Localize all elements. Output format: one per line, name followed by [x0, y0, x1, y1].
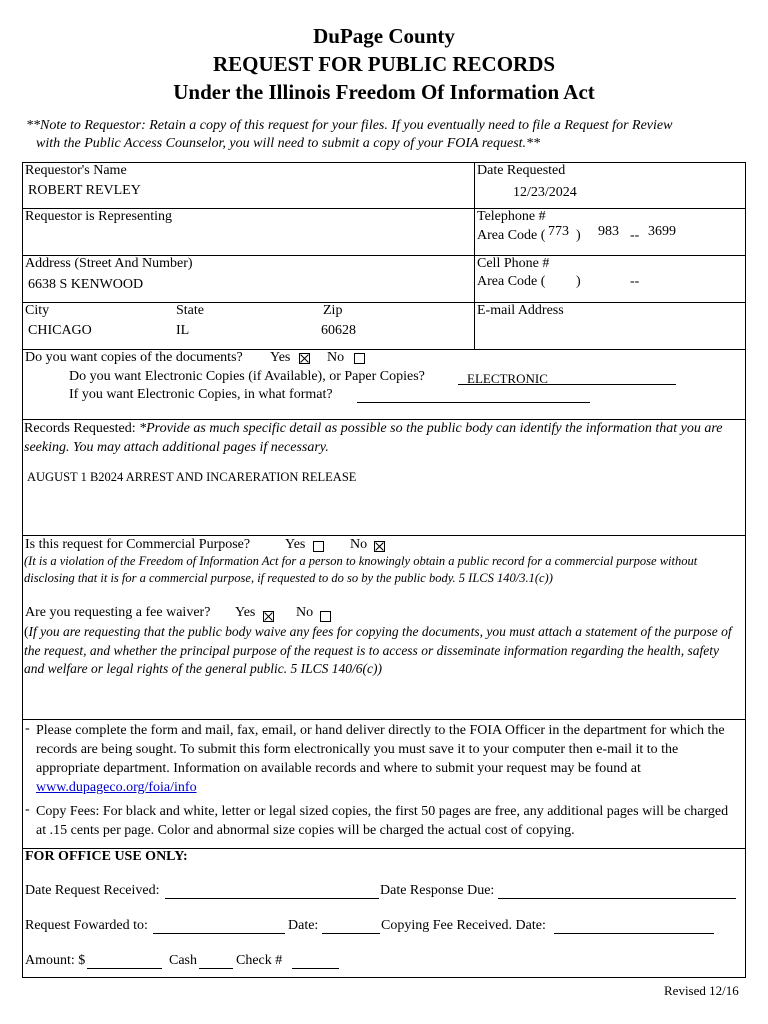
format-answer-line[interactable] — [357, 402, 590, 403]
note-line-1: **Note to Requestor: Retain a copy of this request for your files. If you eventually need to file a Request for Review — [26, 118, 673, 133]
zip-label: Zip — [323, 303, 343, 318]
fee-waiver-question: Are you requesting a fee waiver? — [25, 605, 211, 620]
office-use-title: FOR OFFICE USE ONLY: — [25, 849, 188, 864]
copies-yes-checkbox[interactable] — [299, 353, 310, 364]
address-field[interactable]: 6638 S KENWOOD — [28, 277, 144, 292]
commercial-no-label: No — [350, 537, 368, 552]
cell-separator: -- — [630, 274, 640, 289]
row-divider — [22, 302, 746, 303]
phone-prefix-field[interactable]: 983 — [598, 224, 619, 239]
copies-yes-label: Yes — [270, 350, 291, 365]
requestor-name-field[interactable]: ROBERT REVLEY — [28, 183, 141, 198]
city-label: City — [25, 303, 50, 318]
address-label: Address (Street And Number) — [25, 256, 193, 271]
cash-line[interactable] — [199, 968, 233, 969]
act-title: Under the Illinois Freedom Of Information Act — [173, 80, 595, 104]
form-title: REQUEST FOR PUBLIC RECORDS — [212, 52, 556, 76]
phone-separator: -- — [630, 228, 640, 243]
forwarded-label: Request Fowarded to: — [25, 918, 148, 933]
electronic-answer-field[interactable]: ELECTRONIC — [467, 371, 548, 386]
cell-area-code-close: ) — [576, 274, 581, 289]
phone-line-field[interactable]: 3699 — [648, 224, 676, 239]
cell-area-code-label: Area Code ( — [477, 274, 546, 289]
copying-fee-label: Copying Fee Received. Date: — [381, 918, 546, 933]
fee-waiver-note: (If you are requesting that the public body waive any fees for copying the documents, you must attach a statement of the purpose of the request, and whether the principal purpose of the request is to access or disseminate information regarding the health, safety and welfare or legal rights of the general public. 5 ILCS 140/6(c)) — [24, 624, 732, 676]
foia-info-link[interactable]: www.dupageco.org/foia/info — [36, 780, 197, 795]
phone-area-field[interactable]: 773 — [548, 224, 569, 239]
forward-date-label: Date: — [288, 918, 319, 933]
telephone-label: Telephone # — [477, 209, 546, 224]
county-title: DuPage County — [313, 24, 455, 48]
date-received-line[interactable] — [165, 898, 379, 899]
electronic-question: Do you want Electronic Copies (if Available), or Paper Copies? — [69, 369, 425, 384]
forwarded-line[interactable] — [153, 933, 285, 934]
email-label: E-mail Address — [477, 303, 564, 318]
commercial-yes-checkbox[interactable] — [313, 541, 324, 552]
waiver-no-label: No — [296, 605, 314, 620]
cash-label: Cash — [169, 953, 197, 968]
date-response-line[interactable] — [498, 898, 736, 899]
copies-no-label: No — [327, 350, 345, 365]
commercial-no-checkbox[interactable] — [374, 541, 385, 552]
waiver-no-checkbox[interactable] — [320, 611, 331, 622]
commercial-yes-label: Yes — [285, 537, 306, 552]
copy-fees-paragraph: Copy Fees: For black and white, letter or legal sized copies, the first 50 pages are free, any additional pages will be charged at .15 cents per page. Color and abnormal size copies will be charged the actual cost of copying. — [36, 804, 729, 838]
revised-date: Revised 12/16 — [664, 983, 739, 998]
copies-no-checkbox[interactable] — [354, 353, 365, 364]
instruction-dash-1: - — [25, 721, 30, 736]
waiver-yes-checkbox[interactable] — [263, 611, 274, 622]
instructions-paragraph: Please complete the form and mail, fax, email, or hand deliver directly to the FOIA Officer in the department for which the records are being sought. To submit this form electronically you must save it to your computer then e-mail it to the appropriate department. Information on available records and where to submit your request may be found at www.dupageco.org/foia/info — [36, 723, 725, 795]
check-line[interactable] — [292, 968, 339, 969]
date-response-label: Date Response Due: — [380, 883, 495, 898]
records-requested-instructions: Records Requested: *Provide as much specific detail as possible so the public body can identify the information that you are seeking. You may attach additional pages if necessary. — [24, 421, 723, 455]
table-divider — [474, 162, 475, 350]
requestor-name-label: Requestor's Name — [25, 163, 127, 178]
section-divider — [22, 535, 746, 536]
cell-phone-label: Cell Phone # — [477, 256, 550, 271]
records-requested-field[interactable]: AUGUST 1 B2024 ARREST AND INCARERATION RELEASE — [27, 470, 357, 484]
copies-question: Do you want copies of the documents? — [25, 350, 243, 365]
date-requested-field[interactable]: 12/23/2024 — [513, 185, 577, 200]
commercial-note: (It is a violation of the Freedom of Information Act for a person to knowingly obtain a public record for a commercial purpose without disclosing that it is for a commercial purpose, if requested to do so by the public body. 5 ILCS 140/3.1(c)) — [24, 554, 698, 585]
format-question: If you want Electronic Copies, in what format? — [69, 387, 333, 402]
waiver-yes-label: Yes — [235, 605, 256, 620]
amount-label: Amount: $ — [25, 953, 86, 968]
section-divider — [22, 719, 746, 720]
zip-field[interactable]: 60628 — [321, 323, 356, 338]
note-line-2: with the Public Access Counselor, you will need to submit a copy of your FOIA request.** — [36, 136, 541, 151]
state-label: State — [176, 303, 204, 318]
area-code-close: ) — [576, 228, 581, 243]
representing-label: Requestor is Representing — [25, 209, 172, 224]
commercial-question: Is this request for Commercial Purpose? — [25, 537, 251, 552]
forward-date-line[interactable] — [322, 933, 380, 934]
area-code-label: Area Code ( — [477, 228, 546, 243]
instruction-dash-2: - — [25, 802, 30, 817]
check-label: Check # — [236, 953, 283, 968]
state-field[interactable]: IL — [176, 323, 190, 338]
city-field[interactable]: CHICAGO — [28, 323, 92, 338]
copying-fee-line[interactable] — [554, 933, 714, 934]
date-requested-label: Date Requested — [477, 163, 566, 178]
amount-line[interactable] — [87, 968, 162, 969]
date-received-label: Date Request Received: — [25, 883, 160, 898]
